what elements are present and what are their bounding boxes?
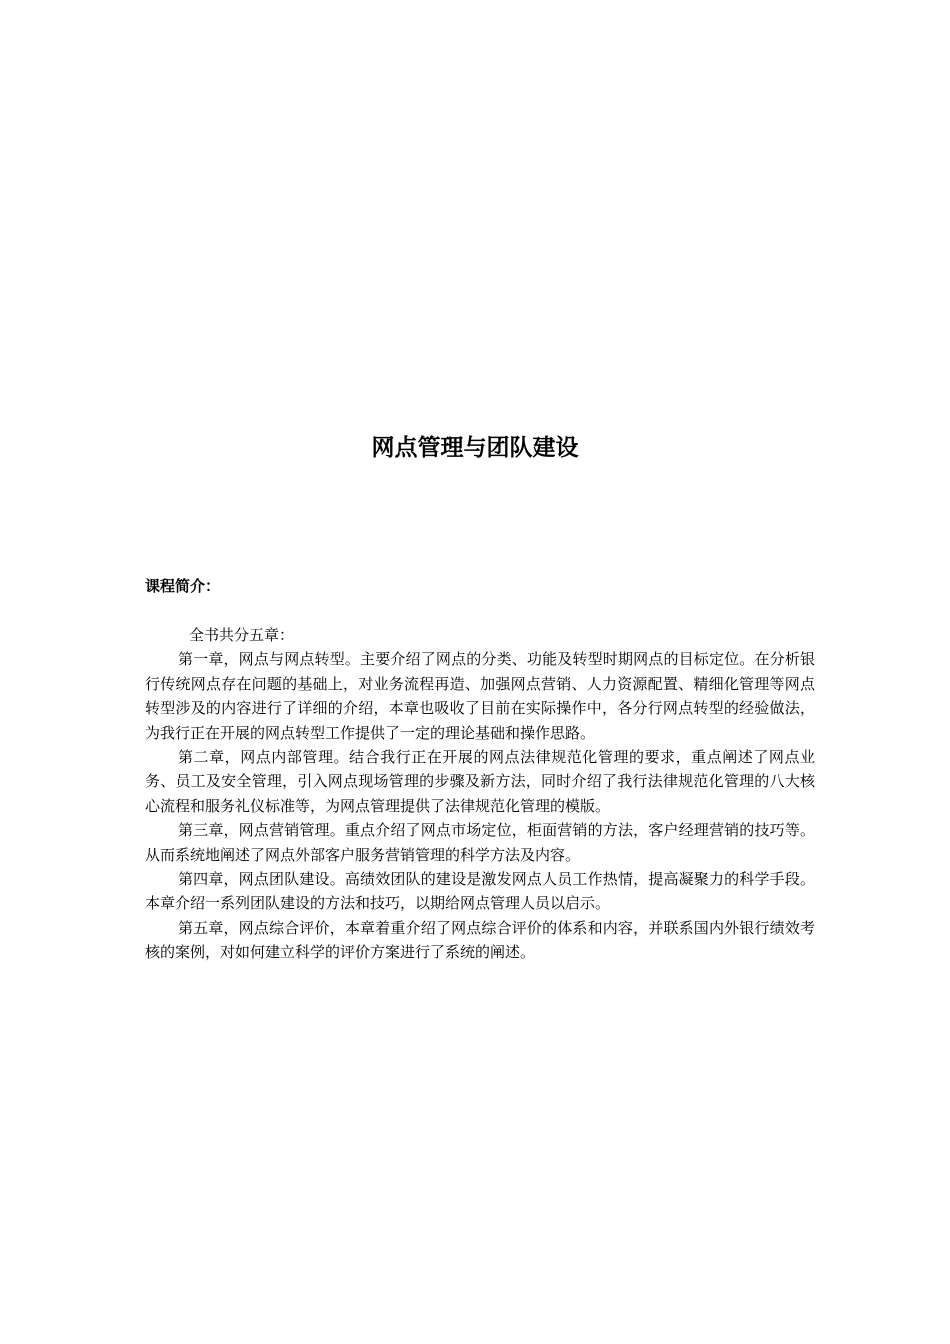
document-title: 网点管理与团队建设 <box>371 435 579 461</box>
intro-line: 全书共分五章： <box>189 626 295 644</box>
paragraph-chapter-2: 第二章，网点内部管理。结合我行正在开展的网点法律规范化管理的要求，重点阐述了网点业务、员工及安全管理，引入网点现场管理的步骤及新方法，同时介绍了我行法律规范化管理的八大核心流程和服务礼仪标准等，为网点管理提供了法律规范化管理的模版。 <box>145 748 815 815</box>
section-heading-course-intro: 课程简介： <box>145 577 221 595</box>
paragraph-chapter-4: 第四章，网点团队建设。高绩效团队的建设是激发网点人员工作热情，提高凝聚力的科学手段。本章介绍一系列团队建设的方法和技巧，以期给网点管理人员以启示。 <box>145 870 815 913</box>
paragraph-chapter-3: 第三章，网点营销管理。重点介绍了网点市场定位，柜面营销的方法，客户经理营销的技巧等。从而系统地阐述了网点外部客户服务营销管理的科学方法及内容。 <box>145 821 815 864</box>
paragraph-chapter-1: 第一章，网点与网点转型。主要介绍了网点的分类、功能及转型时期网点的目标定位。在分析银行传统网点存在问题的基础上，对业务流程再造、加强网点营销、人力资源配置、精细化管理等网点转型涉及的内容进行了详细的介绍，本章也吸收了目前在实际操作中，各分行网点转型的经验做法，为我行正在开展的网点转型工作提供了一定的理论基础和操作思路。 <box>145 650 815 742</box>
paragraph-chapter-5: 第五章，网点综合评价，本章着重介绍了网点综合评价的体系和内容，并联系国内外银行绩效考核的案例，对如何建立科学的评价方案进行了系统的阐述。 <box>145 918 815 962</box>
course-intro-body <box>145 623 815 965</box>
